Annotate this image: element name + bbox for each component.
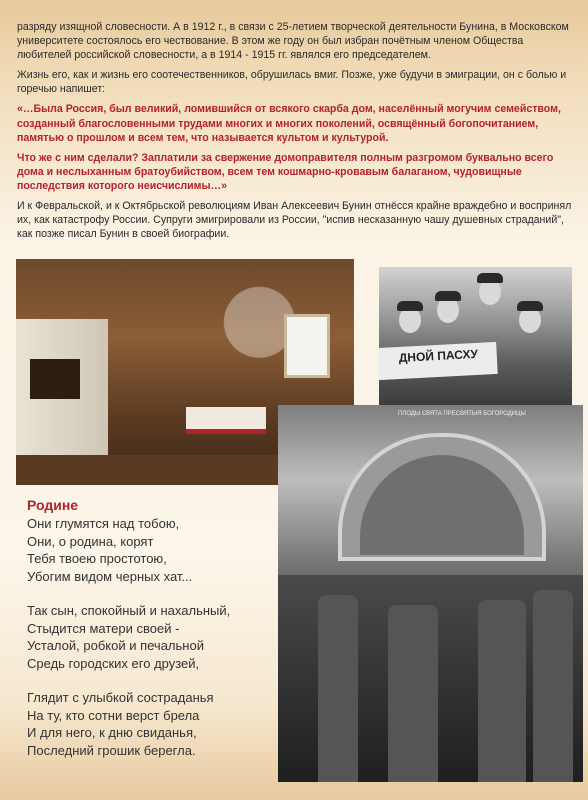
poem-line: Усталой, робкой и печальной [27, 638, 204, 654]
figure-cap [397, 301, 423, 311]
poem-line: Они, о родина, корят [27, 533, 154, 549]
poem-line: Глядит с улыбкой состраданья [27, 690, 214, 706]
soldier-figure [388, 605, 438, 782]
church-inscription: ПЛОДЫ СВЯТА ПРЕСВЯТЫЯ БОГОРОДИЦЫ [398, 411, 526, 417]
newspaper [379, 342, 498, 380]
soldier-figure [318, 595, 358, 782]
newspaper-masthead: ДНОЙ ПАСХУ [398, 346, 479, 365]
paragraph-intro: разряду изящной словесности. А в 1912 г., в связи с 25-летием творческой деятельности Бунина, в Московском университете состоялось его чествование. В этом же году он был избран почётным членом Общества любителей российской словесности, а в 1914 - 1915 гг. являлся его председателем. [17, 21, 569, 62]
paragraph-revolution: И к Февральской, и к Октябрьской революциям Иван Алексеевич Бунин отнёсся крайне враждебно и воспринял их, как катастрофу России. Супруги эмигрировали из России, "испив несказанную чашу душевных страданий", как позже писал Бунин в своей биографии. [17, 200, 572, 241]
church-fresco [360, 455, 524, 555]
article-text [17, 20, 575, 247]
poem-line: И для него, к дню свиданья, [27, 725, 197, 741]
church-arch [338, 433, 546, 561]
quote-what-done: Что же с ним сделали? Заплатили за свержение домоправителя полным разгромом буквально всего дома и неслыханным братоубийством, всем тем кошмарно-кровавым балаганом, чудовищные последствия которого неисчислимы…» [17, 151, 554, 192]
poem-stanza [27, 602, 267, 672]
poem-title: Родине [27, 497, 79, 513]
poem [27, 497, 267, 776]
poem-line: Средь городских его друзей, [27, 655, 200, 671]
poem-line: Убогим видом черных хат... [27, 568, 193, 584]
poem-line: Стыдится матери своей - [27, 620, 180, 636]
photo-soldiers-church [278, 405, 583, 782]
figure-cap [477, 273, 503, 283]
window-shape [284, 314, 330, 378]
soldier-figure [533, 590, 573, 782]
poem-line: Последний грошик берегла. [27, 742, 196, 758]
poem-line: Тебя твоею простотою, [27, 551, 167, 567]
soldier-figure [478, 600, 526, 782]
photo-men-reading-newspaper [379, 267, 572, 408]
poem-line: На ту, кто сотни верст брела [27, 707, 200, 723]
figure-cap [435, 291, 461, 301]
poem-line: Так сын, спокойный и нахальный, [27, 603, 231, 619]
poem-stanza [27, 689, 267, 759]
paragraph-emigration: Жизнь его, как и жизнь его соотечественников, обрушилась вмиг. Позже, уже будучи в эмиграции, он с болью и горечью напишет: [17, 69, 567, 96]
stove-opening [30, 359, 80, 399]
figure-cap [517, 301, 543, 311]
table-shape [186, 407, 266, 434]
poem-line: Они глумятся над тобою, [27, 516, 180, 532]
quote-russia: «…Была Россия, был великий, ломившийся от всякого скарба дом, населённый могучим семейством, созданный благословенными трудами многих и многих поколений, освящённый богопочитанием, памятью о прошлом и всем тем, что называется культом и культурой. [17, 103, 561, 144]
poem-stanza [27, 515, 267, 585]
